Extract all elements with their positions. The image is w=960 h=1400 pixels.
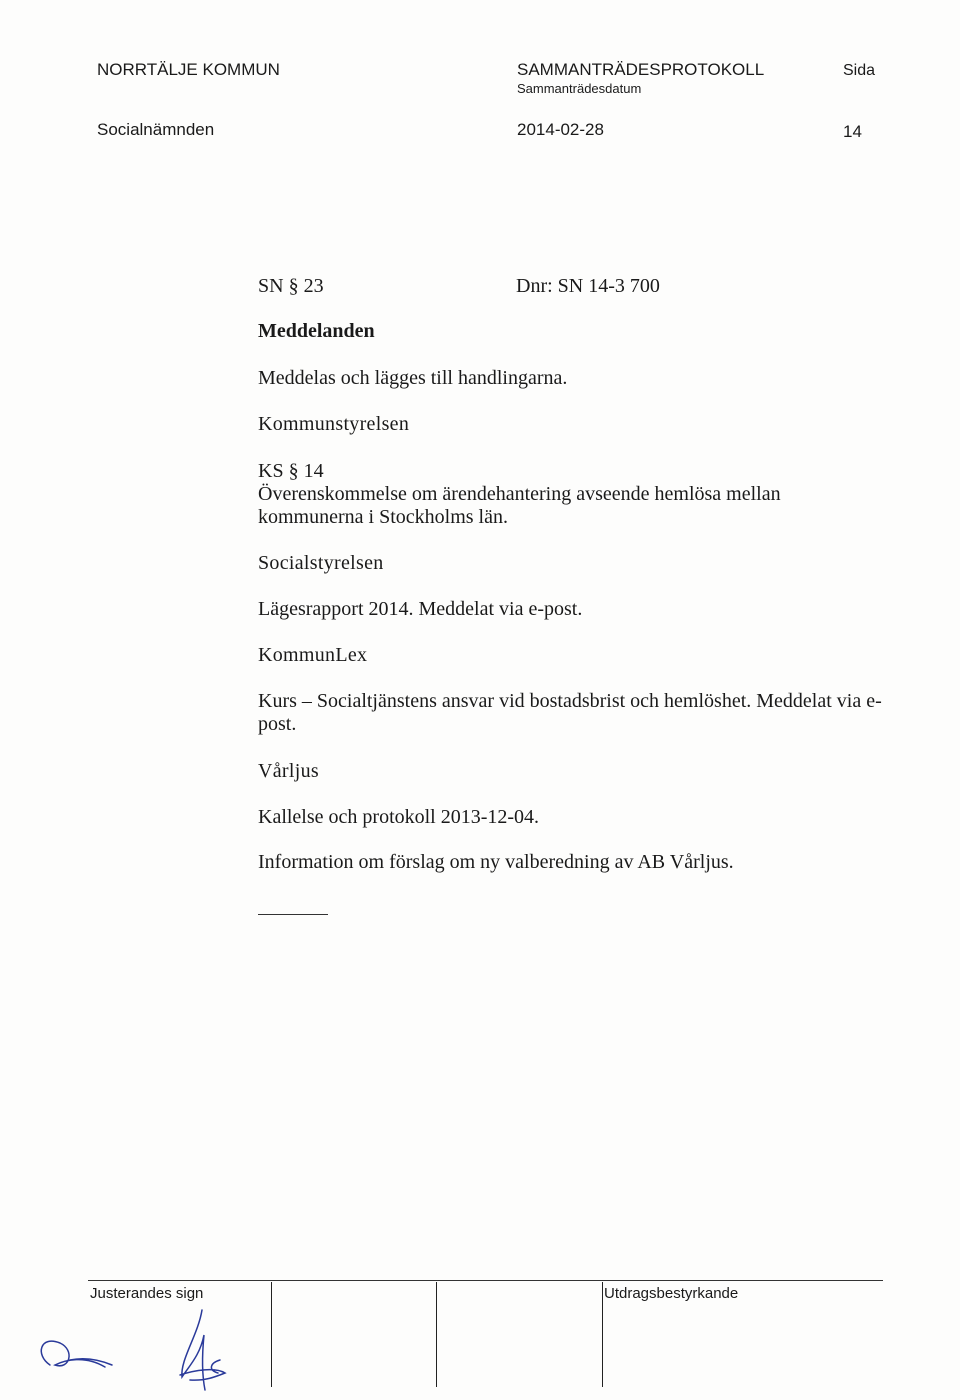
message-sender: Kommunstyrelsen xyxy=(258,413,410,435)
end-rule xyxy=(258,914,328,915)
document-title: SAMMANTRÄDESPROTOKOLL xyxy=(517,60,765,79)
footer-divider xyxy=(602,1282,603,1387)
message-text: KS § 14 xyxy=(258,460,324,482)
page-label: Sida xyxy=(843,62,876,79)
page-number: 14 xyxy=(843,122,862,141)
section-id: SN § 23 xyxy=(258,275,324,297)
justerandes-sign-label: Justerandes sign xyxy=(90,1285,204,1302)
handwritten-initials-signature xyxy=(30,1305,260,1395)
organization-name: NORRTÄLJE KOMMUN xyxy=(97,60,280,79)
utdragsbestyrkande-label: Utdragsbestyrkande xyxy=(604,1285,739,1302)
message-sender: KommunLex xyxy=(258,644,368,666)
footer-divider xyxy=(436,1282,437,1387)
message-text: Överenskommelse om ärendehantering avseende hemlösa mellan kommunerna i Stockholms län. xyxy=(258,483,781,528)
message-sender: Vårljus xyxy=(258,760,319,782)
diary-number: Dnr: SN 14-3 700 xyxy=(516,275,660,297)
meeting-date: 2014-02-28 xyxy=(517,120,604,139)
decision-text: Meddelas och lägges till handlingarna. xyxy=(258,367,568,389)
message-text: Information om förslag om ny valberedning av AB Vårljus. xyxy=(258,851,734,873)
item-heading: Meddelanden xyxy=(258,320,375,342)
message-text: Kallelse och protokoll 2013-12-04. xyxy=(258,806,540,828)
meeting-date-label: Sammanträdesdatum xyxy=(517,81,642,96)
message-sender: Socialstyrelsen xyxy=(258,552,384,574)
footer-rule xyxy=(88,1280,883,1281)
message-text: Kurs – Socialtjänstens ansvar vid bostadsbrist och hemlöshet. Meddelat via e-post. xyxy=(258,690,882,735)
footer-divider xyxy=(271,1282,272,1387)
message-text: Lägesrapport 2014. Meddelat via e-post. xyxy=(258,598,583,620)
committee-name: Socialnämnden xyxy=(97,120,215,139)
